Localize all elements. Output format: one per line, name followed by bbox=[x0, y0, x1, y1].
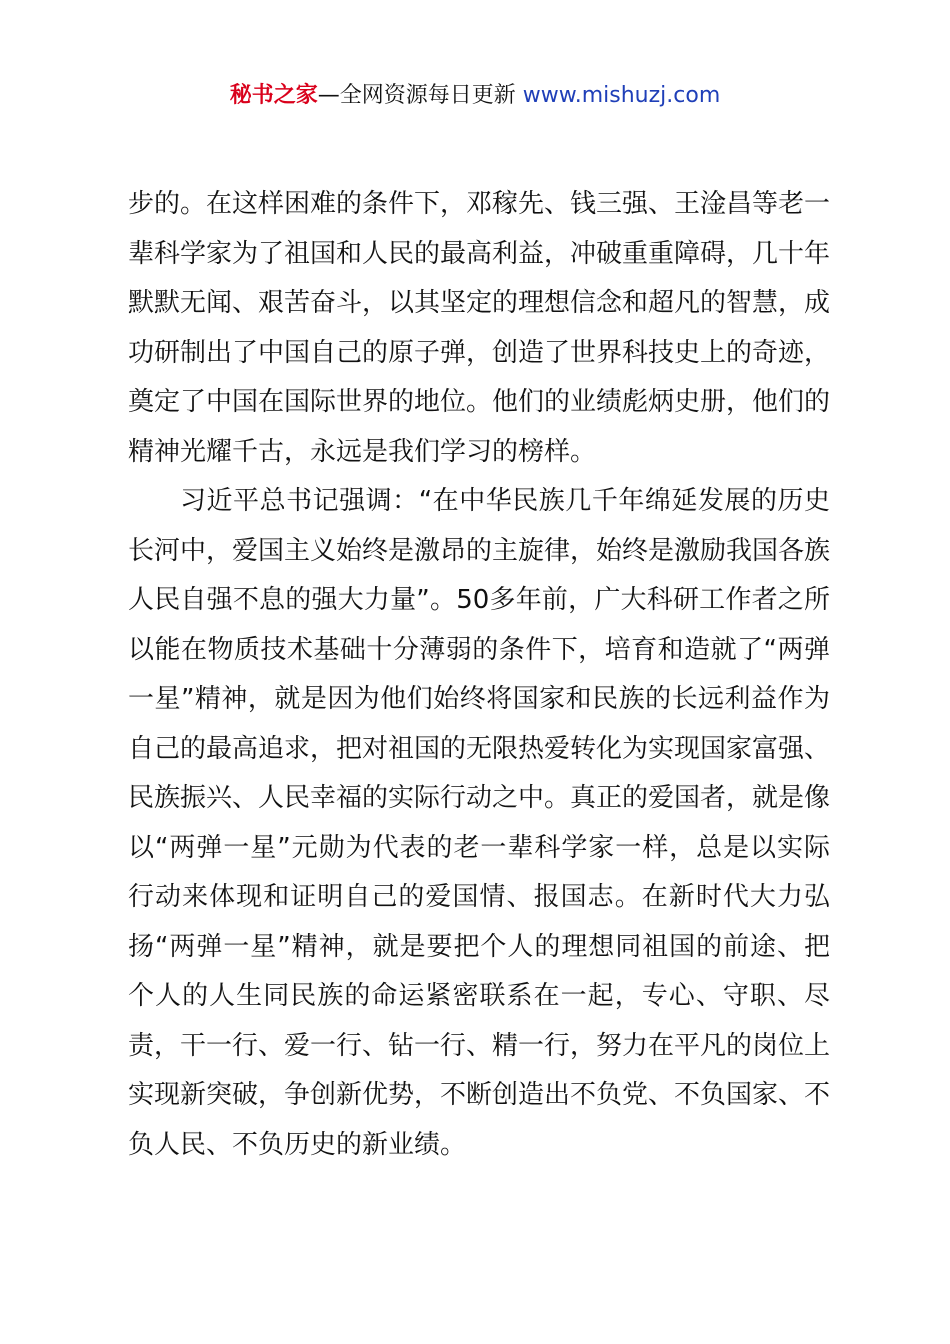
brand-name: 秘书之家 bbox=[229, 83, 318, 108]
website-link[interactable]: www.mishuzj.com bbox=[522, 83, 721, 108]
header-tagline: —全网资源每日更新 bbox=[317, 83, 516, 108]
paragraph: 习近平总书记强调：“在中华民族几千年绵延发展的历史长河中，爱国主义始终是激昂的主旋律，始终是激励我国各族人民自强不息的强大力量”。50多年前，广大科研工作者之所以能在物质技术基础十分薄弱的条件下，培育和造就了“两弹一星”精神，就是因为他们始终将国家和民族的长远利益作为自己的最高追求，把对祖国的无限热爱转化为实现国家富强、民族振兴、人民幸福的实际行动之中。真正的爱国者，就是像以“两弹一星”元勋为代表的老一辈科学家一样，总是以实际行动来体现和证明自己的爱国情、报国志。在新时代大力弘扬“两弹一星”精神，就是要把个人的理想同祖国的前途、把个人的人生同民族的命运紧密联系在一起，专心、守职、尽责，干一行、爱一行、钻一行、精一行，努力在平凡的岗位上实现新突破，争创新优势，不断创造出不负党、不负国家、不负人民、不负历史的新业绩。 bbox=[128, 486, 831, 1160]
document-body bbox=[128, 180, 830, 1170]
paragraph-continuation: 步的。在这样困难的条件下，邓稼先、钱三强、王淦昌等老一辈科学家为了祖国和人民的最高利益，冲破重重障碍，几十年默默无闻、艰苦奋斗，以其坚定的理想信念和超凡的智慧，成功研制出了中国自己的原子弹，创造了世界科技史上的奇迹，奠定了中国在国际世界的地位。他们的业绩彪炳史册，他们的精神光耀千古，永远是我们学习的榜样。 bbox=[128, 189, 831, 467]
page-header bbox=[0, 78, 950, 114]
